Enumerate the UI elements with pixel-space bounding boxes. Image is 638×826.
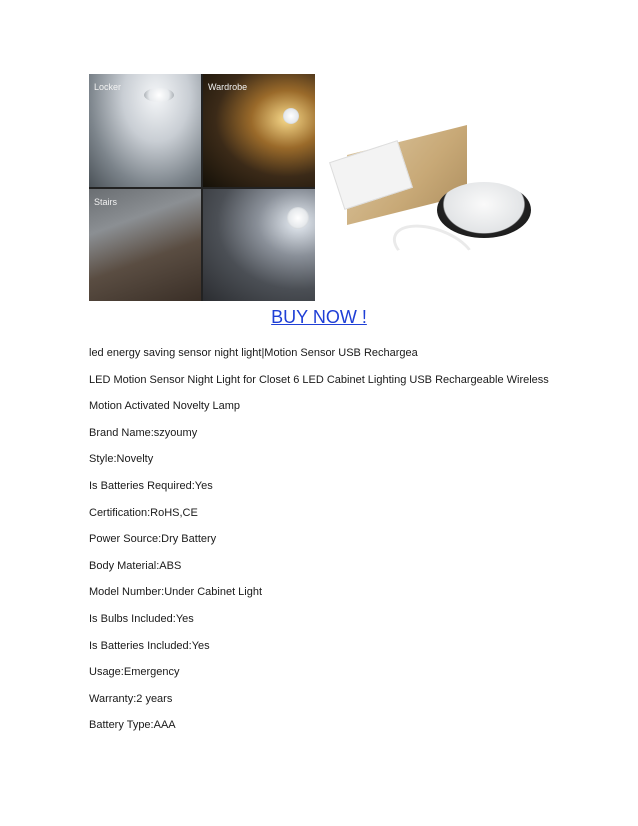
spec-usage: Usage:Emergency	[89, 666, 180, 679]
spec-bulbs-included: Is Bulbs Included:Yes	[89, 612, 194, 625]
spec-brand: Brand Name:szyoumy	[89, 426, 198, 439]
spec-style: Style:Novelty	[89, 453, 154, 466]
spec-body-material: Body Material:ABS	[89, 559, 182, 572]
sensor-light-disc	[437, 182, 531, 238]
wardrobe-photo	[203, 74, 315, 187]
buy-now-link[interactable]: BUY NOW !	[271, 307, 367, 327]
product-description	[89, 340, 549, 739]
spec-batteries-included: Is Batteries Included:Yes	[89, 639, 210, 652]
wardrobe-label: Wardrobe	[208, 82, 248, 92]
description-line: LED Motion Sensor Night Light for Closet 6 LED Cabinet Lighting USB Rechargeable Wireless	[89, 373, 549, 386]
spec-batteries-required: Is Batteries Required:Yes	[89, 479, 213, 492]
lamp-icon	[144, 88, 174, 102]
lamp-icon	[283, 108, 299, 124]
description-line: led energy saving sensor night light|Motion Sensor USB Rechargea	[89, 347, 418, 359]
locker-label: Locker	[94, 82, 122, 92]
stairs-label: Stairs	[94, 197, 118, 207]
stairs-photo	[89, 189, 201, 301]
spec-model-number: Model Number:Under Cabinet Light	[89, 586, 263, 599]
lamp-icon	[287, 207, 309, 229]
locker-photo	[89, 74, 201, 187]
buy-now-section	[0, 307, 638, 328]
spec-warranty: Warranty:2 years	[89, 692, 173, 705]
description-line: Motion Activated Novelty Lamp	[89, 400, 241, 413]
bookshelf-photo	[203, 189, 315, 301]
product-package-image	[329, 120, 539, 295]
spec-power-source: Power Source:Dry Battery	[89, 533, 217, 546]
spec-certification: Certification:RoHS,CE	[89, 506, 198, 519]
spec-battery-type: Battery Type:AAA	[89, 719, 176, 732]
product-collage-image	[89, 74, 315, 301]
